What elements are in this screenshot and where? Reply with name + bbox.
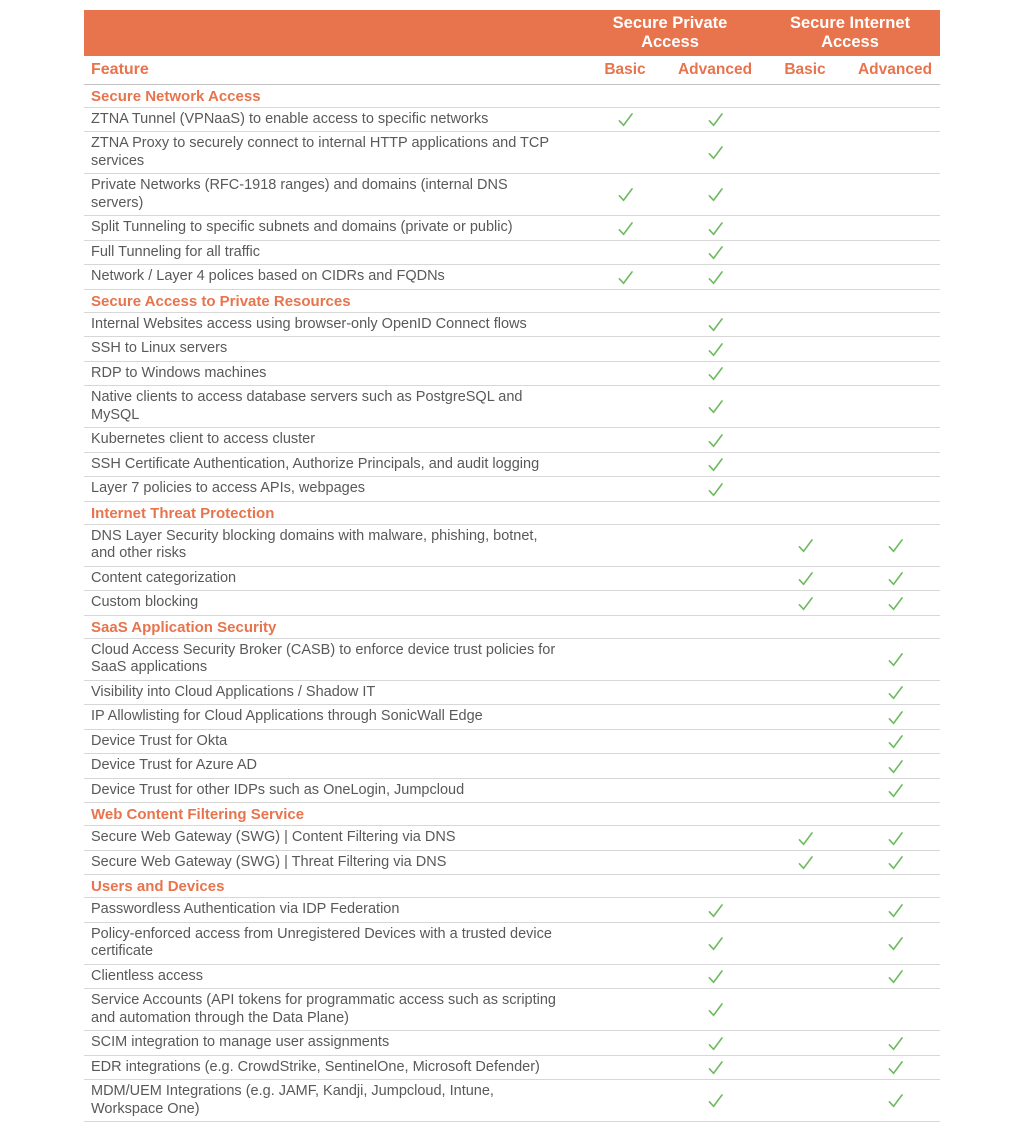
feature-row xyxy=(84,567,940,592)
plan-cell-sia-basic xyxy=(760,108,850,132)
plan-cell-spa-advanced xyxy=(670,525,760,566)
plan-cell-sia-basic xyxy=(760,965,850,989)
check-icon xyxy=(705,218,726,239)
check-icon xyxy=(705,1090,726,1111)
check-icon xyxy=(885,756,906,777)
check-icon xyxy=(705,479,726,500)
plan-cell-sia-advanced xyxy=(850,313,940,337)
feature-name: Full Tunneling for all traffic xyxy=(91,243,260,260)
plan-cell-sia-basic xyxy=(760,477,850,501)
plan-cell-sia-basic xyxy=(760,898,850,922)
plan-cell-sia-basic xyxy=(760,779,850,803)
check-icon xyxy=(885,682,906,703)
check-icon xyxy=(615,218,636,239)
feature-row xyxy=(84,989,940,1031)
feature-row xyxy=(84,1031,940,1056)
plan-cell-spa-basic xyxy=(580,216,670,240)
feature-row xyxy=(84,591,940,616)
plan-cell-spa-advanced xyxy=(670,898,760,922)
check-icon xyxy=(885,1057,906,1078)
plan-cell-sia-basic xyxy=(760,923,850,964)
feature-row xyxy=(84,525,940,567)
plan-cell-sia-basic xyxy=(760,362,850,386)
feature-row xyxy=(84,754,940,779)
feature-name: Secure Web Gateway (SWG) | Threat Filtering via DNS xyxy=(91,853,447,870)
feature-row xyxy=(84,216,940,241)
plan-cell-spa-advanced xyxy=(670,1056,760,1080)
check-icon xyxy=(795,852,816,873)
plan-cell-spa-advanced xyxy=(670,779,760,803)
check-icon xyxy=(885,933,906,954)
feature-name: Device Trust for other IDPs such as OneLogin, Jumpcloud xyxy=(91,781,465,798)
check-icon xyxy=(705,999,726,1020)
plan-cell-spa-basic xyxy=(580,705,670,729)
plan-cell-spa-advanced xyxy=(670,923,760,964)
feature-name: Private Networks (RFC-1918 ranges) and domains (internal DNS servers) xyxy=(91,177,508,211)
plan-cell-spa-basic xyxy=(580,851,670,875)
plan-cell-spa-basic xyxy=(580,265,670,289)
check-icon xyxy=(705,1033,726,1054)
plan-cell-spa-basic xyxy=(580,428,670,452)
feature-name: RDP to Windows machines xyxy=(91,364,267,381)
plan-cell-sia-advanced xyxy=(850,754,940,778)
plan-cell-spa-basic xyxy=(580,754,670,778)
plan-cell-sia-advanced xyxy=(850,132,940,173)
feature-row xyxy=(84,965,940,990)
table-group-header xyxy=(84,10,940,56)
plan-cell-sia-basic xyxy=(760,754,850,778)
plan-cell-sia-basic xyxy=(760,265,850,289)
check-icon xyxy=(885,966,906,987)
feature-name: SCIM integration to manage user assignments xyxy=(91,1034,390,1051)
feature-row xyxy=(84,362,940,387)
feature-name: Layer 7 policies to access APIs, webpages xyxy=(91,480,366,497)
feature-name: Passwordless Authentication via IDP Federation xyxy=(91,901,400,918)
plan-cell-sia-advanced xyxy=(850,779,940,803)
plan-cell-spa-basic xyxy=(580,337,670,361)
plan-cell-sia-advanced xyxy=(850,965,940,989)
plan-cell-sia-advanced xyxy=(850,923,940,964)
plan-cell-spa-basic xyxy=(580,923,670,964)
feature-name: DNS Layer Security blocking domains with malware, phishing, botnet, and other risks xyxy=(91,527,538,562)
plan-cell-spa-advanced xyxy=(670,386,760,427)
feature-name: Device Trust for Azure AD xyxy=(91,757,258,774)
check-icon xyxy=(795,593,816,614)
plan-cell-spa-advanced xyxy=(670,851,760,875)
plan-cell-sia-basic xyxy=(760,591,850,615)
plan-cell-sia-basic xyxy=(760,730,850,754)
feature-row xyxy=(84,477,940,502)
column-label-feature: Feature xyxy=(91,60,149,78)
check-icon xyxy=(705,184,726,205)
feature-row xyxy=(84,779,940,804)
plan-cell-sia-basic xyxy=(760,428,850,452)
feature-name: SSH to Linux servers xyxy=(91,340,228,357)
plan-cell-spa-basic xyxy=(580,567,670,591)
feature-row xyxy=(84,1080,940,1122)
plan-cell-spa-advanced xyxy=(670,453,760,477)
plan-cell-sia-advanced xyxy=(850,639,940,680)
check-icon xyxy=(705,142,726,163)
check-icon xyxy=(705,242,726,263)
plan-cell-sia-advanced xyxy=(850,989,940,1030)
plan-cell-spa-basic xyxy=(580,1056,670,1080)
check-icon xyxy=(885,568,906,589)
check-icon xyxy=(885,593,906,614)
plan-cell-sia-basic xyxy=(760,851,850,875)
check-icon xyxy=(705,363,726,384)
plan-cell-sia-basic xyxy=(760,216,850,240)
plan-cell-spa-basic xyxy=(580,989,670,1030)
check-icon xyxy=(615,267,636,288)
column-label-spa-basic: Basic xyxy=(604,60,646,78)
plan-cell-sia-advanced xyxy=(850,216,940,240)
plan-cell-spa-basic xyxy=(580,477,670,501)
group-header-spacer xyxy=(84,10,580,56)
feature-row xyxy=(84,313,940,338)
plan-cell-spa-advanced xyxy=(670,1080,760,1121)
plan-cell-spa-basic xyxy=(580,362,670,386)
feature-row xyxy=(84,386,940,428)
plan-cell-spa-basic xyxy=(580,313,670,337)
plan-cell-sia-basic xyxy=(760,705,850,729)
section-header-users-and-devices: Users and Devices xyxy=(84,875,940,898)
plan-cell-sia-advanced xyxy=(850,681,940,705)
column-label-spa-advanced: Advanced xyxy=(677,60,753,78)
feature-row xyxy=(84,639,940,681)
plan-cell-spa-advanced xyxy=(670,989,760,1030)
plan-cell-spa-basic xyxy=(580,525,670,566)
feature-name: Kubernetes client to access cluster xyxy=(91,431,316,448)
check-icon xyxy=(885,731,906,752)
plan-cell-spa-basic xyxy=(580,730,670,754)
plan-cell-sia-advanced xyxy=(850,428,940,452)
plan-cell-sia-basic xyxy=(760,453,850,477)
feature-name: Content categorization xyxy=(91,569,237,586)
feature-row xyxy=(84,265,940,290)
plan-cell-sia-basic xyxy=(760,1031,850,1055)
check-icon xyxy=(885,535,906,556)
plan-cell-sia-basic xyxy=(760,639,850,680)
check-icon xyxy=(615,184,636,205)
feature-row xyxy=(84,898,940,923)
plan-cell-sia-advanced xyxy=(850,362,940,386)
check-icon xyxy=(885,780,906,801)
feature-name: ZTNA Proxy to securely connect to internal HTTP applications and TCP services xyxy=(91,135,549,169)
check-icon xyxy=(885,900,906,921)
plan-cell-spa-basic xyxy=(580,1080,670,1121)
plan-cell-spa-basic xyxy=(580,132,670,173)
plan-cell-sia-advanced xyxy=(850,477,940,501)
check-icon xyxy=(885,852,906,873)
check-icon xyxy=(885,1033,906,1054)
feature-row xyxy=(84,851,940,876)
feature-row xyxy=(84,174,940,216)
plan-cell-sia-basic xyxy=(760,567,850,591)
plan-cell-spa-advanced xyxy=(670,639,760,680)
plan-cell-sia-basic xyxy=(760,132,850,173)
plan-cell-spa-basic xyxy=(580,174,670,215)
plan-cell-sia-advanced xyxy=(850,591,940,615)
plan-cell-spa-advanced xyxy=(670,337,760,361)
feature-name: Service Accounts (API tokens for programmatic access such as scripting and automation through the Data Plane) xyxy=(91,992,556,1026)
plan-cell-sia-basic xyxy=(760,386,850,427)
check-icon xyxy=(795,568,816,589)
feature-row xyxy=(84,241,940,266)
plan-cell-spa-basic xyxy=(580,681,670,705)
plan-cell-spa-advanced xyxy=(670,591,760,615)
plan-cell-spa-basic xyxy=(580,591,670,615)
check-icon xyxy=(705,314,726,335)
plan-cell-spa-advanced xyxy=(670,428,760,452)
plan-cell-spa-advanced xyxy=(670,477,760,501)
feature-row xyxy=(84,826,940,851)
plan-cell-sia-basic xyxy=(760,241,850,265)
check-icon xyxy=(705,900,726,921)
section-header-internet-threat-protection: Internet Threat Protection xyxy=(84,502,940,525)
plan-cell-spa-basic xyxy=(580,826,670,850)
plan-cell-spa-advanced xyxy=(670,567,760,591)
feature-row xyxy=(84,705,940,730)
check-icon xyxy=(705,430,726,451)
feature-name: EDR integrations (e.g. CrowdStrike, SentinelOne, Microsoft Defender) xyxy=(91,1058,540,1075)
plan-cell-spa-advanced xyxy=(670,174,760,215)
plan-cell-spa-basic xyxy=(580,386,670,427)
feature-row xyxy=(84,730,940,755)
plan-cell-spa-basic xyxy=(580,965,670,989)
feature-name: SSH Certificate Authentication, Authorize Principals, and audit logging xyxy=(91,455,540,472)
feature-name: Network / Layer 4 polices based on CIDRs and FQDNs xyxy=(91,268,445,285)
check-icon xyxy=(705,339,726,360)
plan-cell-sia-basic xyxy=(760,525,850,566)
feature-name: Cloud Access Security Broker (CASB) to enforce device trust policies for SaaS applications xyxy=(91,641,556,676)
check-icon xyxy=(795,828,816,849)
feature-comparison-table xyxy=(84,10,940,1122)
plan-cell-spa-advanced xyxy=(670,754,760,778)
plan-cell-spa-advanced xyxy=(670,216,760,240)
check-icon xyxy=(705,966,726,987)
plan-cell-spa-advanced xyxy=(670,826,760,850)
plan-cell-sia-basic xyxy=(760,989,850,1030)
plan-cell-spa-advanced xyxy=(670,108,760,132)
feature-row xyxy=(84,132,940,174)
feature-name: Split Tunneling to specific subnets and domains (private or public) xyxy=(91,219,513,236)
plan-cell-sia-basic xyxy=(760,1080,850,1121)
plan-cell-sia-advanced xyxy=(850,1056,940,1080)
plan-cell-sia-advanced xyxy=(850,241,940,265)
plan-cell-spa-advanced xyxy=(670,681,760,705)
plan-cell-sia-advanced xyxy=(850,826,940,850)
section-header-web-content-filtering-service: Web Content Filtering Service xyxy=(84,803,940,826)
column-label-sia-advanced: Advanced xyxy=(857,60,933,78)
table-column-labels xyxy=(84,56,940,85)
plan-cell-spa-basic xyxy=(580,898,670,922)
feature-row xyxy=(84,428,940,453)
plan-cell-sia-advanced xyxy=(850,898,940,922)
feature-name: IP Allowlisting for Cloud Applications through SonicWall Edge xyxy=(91,708,483,725)
check-icon xyxy=(705,933,726,954)
feature-row xyxy=(84,337,940,362)
plan-cell-sia-advanced xyxy=(850,453,940,477)
check-icon xyxy=(885,1090,906,1111)
plan-cell-spa-advanced xyxy=(670,730,760,754)
feature-name: Clientless access xyxy=(91,967,204,984)
check-icon xyxy=(705,454,726,475)
plan-cell-sia-advanced xyxy=(850,1080,940,1121)
check-icon xyxy=(885,707,906,728)
plan-cell-spa-advanced xyxy=(670,313,760,337)
feature-name: ZTNA Tunnel (VPNaaS) to enable access to specific networks xyxy=(91,110,489,127)
feature-name: Device Trust for Okta xyxy=(91,732,228,749)
plan-cell-sia-basic xyxy=(760,1056,850,1080)
plan-cell-spa-basic xyxy=(580,453,670,477)
plan-cell-spa-basic xyxy=(580,108,670,132)
feature-row xyxy=(84,453,940,478)
section-header-secure-access-to-private-resources: Secure Access to Private Resources xyxy=(84,290,940,313)
feature-row xyxy=(84,108,940,133)
plan-cell-spa-advanced xyxy=(670,132,760,173)
plan-cell-spa-advanced xyxy=(670,265,760,289)
plan-cell-spa-advanced xyxy=(670,705,760,729)
check-icon xyxy=(795,535,816,556)
plan-cell-sia-basic xyxy=(760,337,850,361)
feature-name: MDM/UEM Integrations (e.g. JAMF, Kandji, Jumpcloud, Intune, Workspace One) xyxy=(91,1083,494,1117)
plan-cell-spa-advanced xyxy=(670,965,760,989)
feature-row xyxy=(84,1056,940,1081)
feature-name: Visibility into Cloud Applications / Shadow IT xyxy=(91,683,376,700)
check-icon xyxy=(705,396,726,417)
plan-cell-sia-advanced xyxy=(850,567,940,591)
plan-cell-sia-advanced xyxy=(850,386,940,427)
plan-cell-spa-basic xyxy=(580,241,670,265)
feature-name: Secure Web Gateway (SWG) | Content Filtering via DNS xyxy=(91,829,456,846)
check-icon xyxy=(705,109,726,130)
check-icon xyxy=(705,1057,726,1078)
plan-cell-sia-advanced xyxy=(850,337,940,361)
plan-cell-sia-advanced xyxy=(850,1031,940,1055)
plan-cell-spa-basic xyxy=(580,639,670,680)
feature-name: Native clients to access database servers such as PostgreSQL and MySQL xyxy=(91,389,523,423)
plan-cell-spa-advanced xyxy=(670,362,760,386)
check-icon xyxy=(885,828,906,849)
plan-cell-sia-advanced xyxy=(850,525,940,566)
section-header-saas-application-security: SaaS Application Security xyxy=(84,616,940,639)
plan-cell-sia-basic xyxy=(760,174,850,215)
plan-cell-spa-advanced xyxy=(670,241,760,265)
feature-table-body xyxy=(84,85,940,1122)
feature-row xyxy=(84,923,940,965)
feature-name: Internal Websites access using browser-only OpenID Connect flows xyxy=(91,315,527,332)
group-header-secure-private-access: Secure Private Access xyxy=(612,14,728,51)
plan-cell-sia-advanced xyxy=(850,851,940,875)
plan-cell-spa-basic xyxy=(580,1031,670,1055)
feature-row xyxy=(84,681,940,706)
check-icon xyxy=(705,267,726,288)
plan-cell-sia-advanced xyxy=(850,705,940,729)
plan-cell-spa-advanced xyxy=(670,1031,760,1055)
feature-name: Custom blocking xyxy=(91,594,199,611)
plan-cell-sia-basic xyxy=(760,681,850,705)
plan-cell-sia-advanced xyxy=(850,730,940,754)
plan-cell-sia-basic xyxy=(760,826,850,850)
section-header-secure-network-access: Secure Network Access xyxy=(84,85,940,108)
plan-cell-spa-basic xyxy=(580,779,670,803)
check-icon xyxy=(885,649,906,670)
plan-cell-sia-advanced xyxy=(850,265,940,289)
check-icon xyxy=(615,109,636,130)
group-header-secure-internet-access: Secure Internet Access xyxy=(789,14,911,51)
plan-cell-sia-basic xyxy=(760,313,850,337)
feature-name: Policy-enforced access from Unregistered Devices with a trusted device certificate xyxy=(91,925,552,960)
plan-cell-sia-advanced xyxy=(850,174,940,215)
column-label-sia-basic: Basic xyxy=(784,60,826,78)
plan-cell-sia-advanced xyxy=(850,108,940,132)
